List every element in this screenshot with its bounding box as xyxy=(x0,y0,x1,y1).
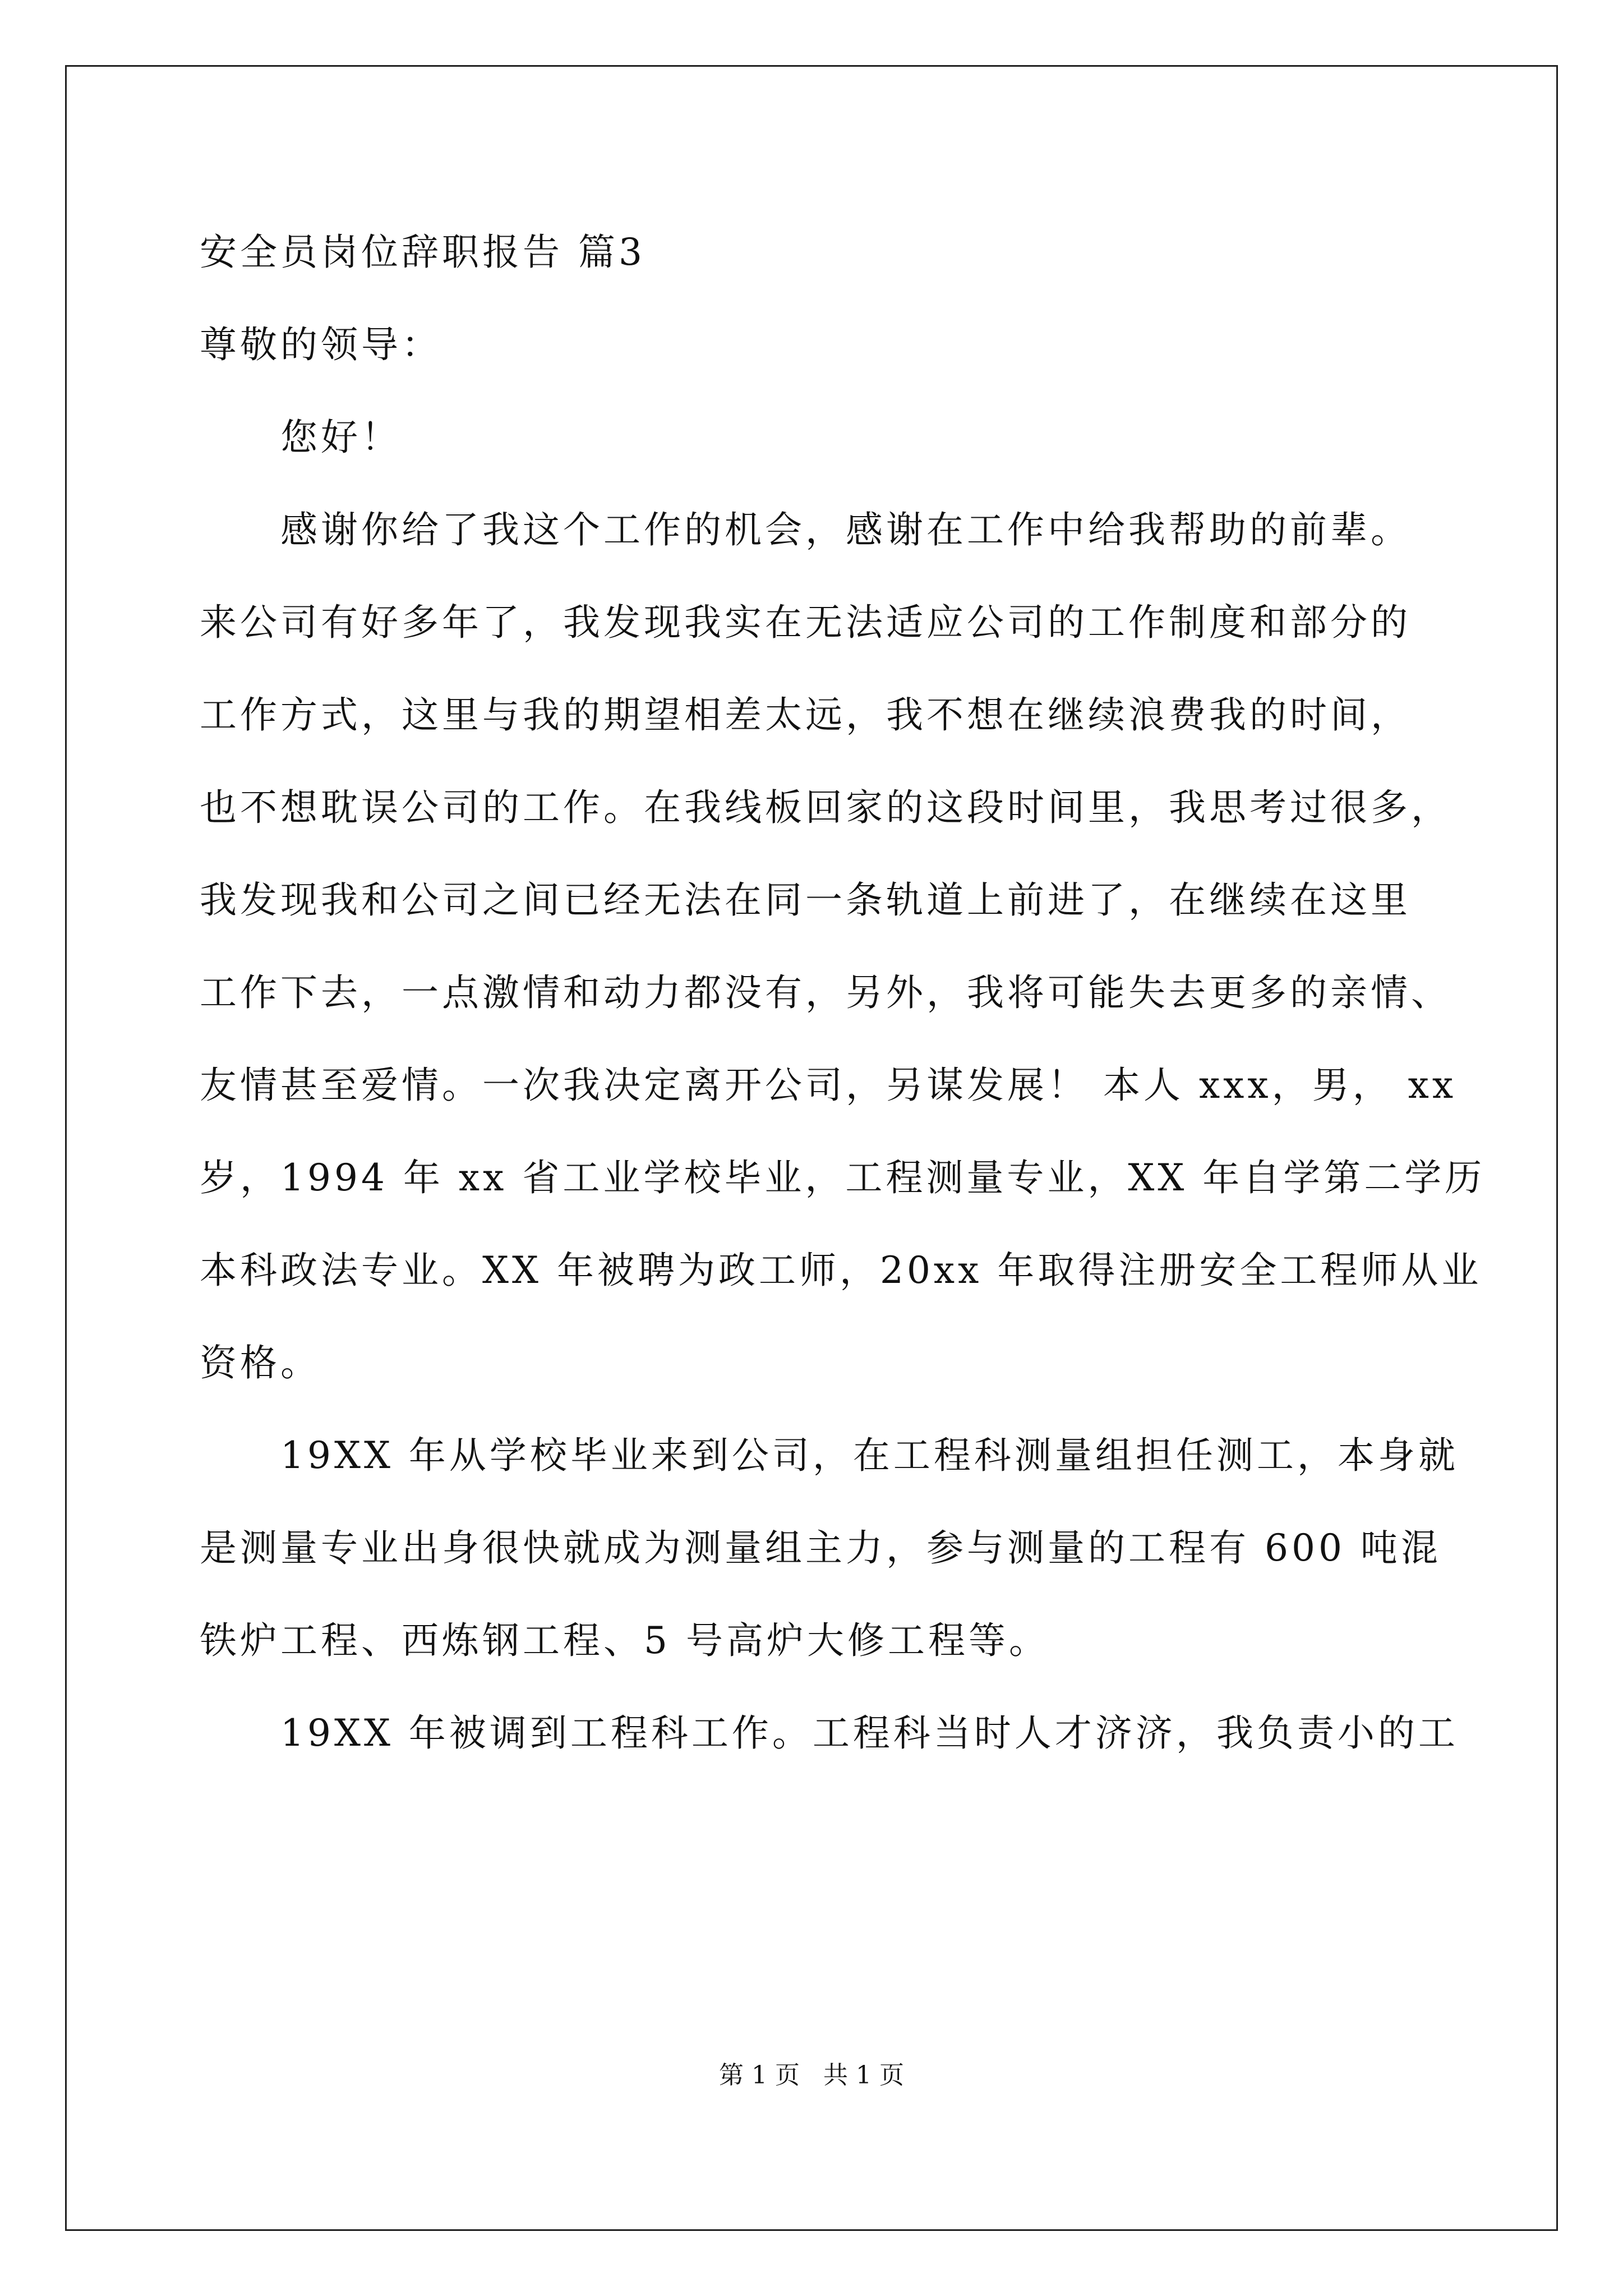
paragraph-line: 岁，1994 年 xx 省工业学校毕业，工程测量专业，XX 年自学第二学历 xyxy=(200,1156,1486,1199)
paragraph-line: 工作方式，这里与我的期望相差太远，我不想在继续浪费我的时间， xyxy=(200,693,1411,737)
paragraph-line: 是测量专业出身很快就成为测量组主力，参与测量的工程有 600 吨混 xyxy=(200,1526,1441,1570)
page-number-footer: 第 1 页 共 1 页 xyxy=(719,2061,904,2090)
paragraph-line: 友情甚至爱情。一次我决定离开公司，另谋发展！ 本人 xxx，男， xx xyxy=(200,1064,1457,1107)
salutation: 尊敬的领导： xyxy=(200,323,442,366)
paragraph-line: 铁炉工程、西炼钢工程、5 号高炉大修工程等。 xyxy=(200,1619,1049,1662)
document-title: 安全员岗位辞职报告 篇3 xyxy=(200,231,645,274)
paragraph-line: 本科政法专业。XX 年被聘为政工师，20xx 年取得注册安全工程师从业 xyxy=(200,1249,1482,1292)
paragraph-line: 工作下去，一点激情和动力都没有，另外，我将可能失去更多的亲情、 xyxy=(200,971,1451,1014)
paragraph-line: 资格。 xyxy=(200,1341,321,1384)
paragraph-line: 也不想耽误公司的工作。在我线板回家的这段时间里，我思考过很多， xyxy=(200,786,1451,829)
paragraph-line: 我发现我和公司之间已经无法在同一条轨道上前进了，在继续在这里 xyxy=(200,878,1411,922)
paragraph-line: 19XX 年被调到工程科工作。工程科当时人才济济，我负责小的工 xyxy=(280,1711,1459,1755)
paragraph-line: 感谢你给了我这个工作的机会，感谢在工作中给我帮助的前辈。 xyxy=(280,508,1411,551)
page-border xyxy=(65,65,1558,2231)
greeting: 您好！ xyxy=(280,416,402,459)
paragraph-line: 来公司有好多年了，我发现我实在无法适应公司的工作制度和部分的 xyxy=(200,601,1411,644)
paragraph-line: 19XX 年从学校毕业来到公司，在工程科测量组担任测工，本身就 xyxy=(280,1434,1459,1477)
